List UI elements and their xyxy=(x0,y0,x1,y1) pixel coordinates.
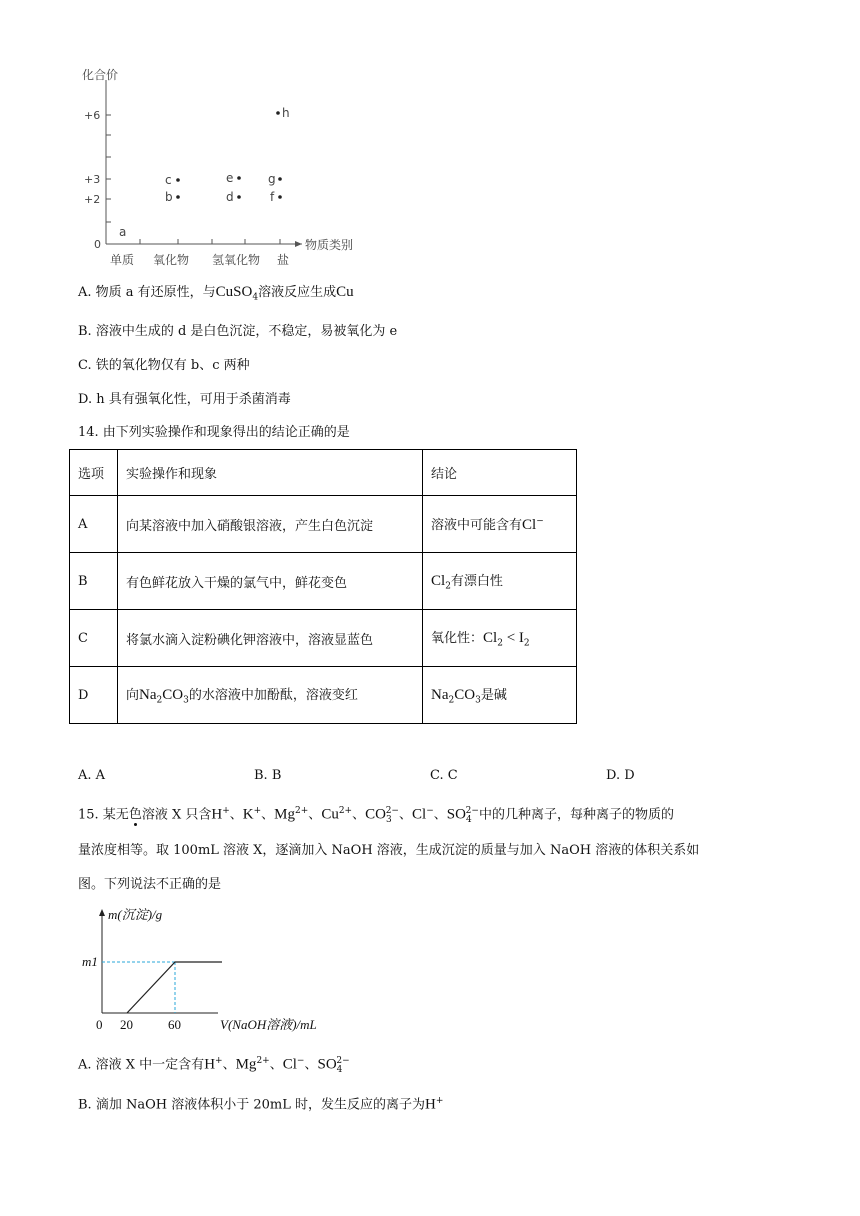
point-c xyxy=(176,178,180,182)
point-b xyxy=(176,195,180,199)
y-axis-arrow xyxy=(99,909,105,916)
q13-option-d[interactable]: D. h 具有强氧化性，可用于杀菌消毒 xyxy=(78,392,291,407)
table-row: C 将氯水滴入淀粉碘化钾溶液中，溶液显蓝色 氧化性：$Cl_2 < I_2$ xyxy=(70,610,577,667)
table-header: 结论 xyxy=(423,450,577,496)
x-axis-arrow xyxy=(295,241,302,247)
point-label-b: b xyxy=(165,190,173,204)
q14-stem: 14. 由下列实验操作和现象得出的结论正确的是 xyxy=(78,425,350,440)
y-tick-label: +6 xyxy=(84,109,101,122)
q15-stem-line3: 图。下列说法不正确的是 xyxy=(78,877,222,892)
y-tick-label: +2 xyxy=(84,193,101,206)
y-axis-label: m(沉淀)/g xyxy=(108,907,163,922)
q14-choice-b[interactable]: B. B xyxy=(254,768,282,783)
table-header-row xyxy=(70,450,577,496)
q15-stem-line2: 量浓度相等。取 100mL 溶液 X，逐滴加入 NaOH 溶液，生成沉淀的质量与加入 NaOH 溶液的体积关系如 xyxy=(78,843,700,858)
table-row: D 向$Na_2CO_3$的水溶液中加酚酞，溶液变红 $Na_2CO_3$是碱 xyxy=(70,667,577,724)
y-tick-label: 0 xyxy=(94,238,101,251)
q15-option-b[interactable]: B. 滴加 NaOH 溶液体积小于 20mL 时，发生反应的离子为H+ xyxy=(78,1096,444,1113)
x-category-label: 氢氧化物 xyxy=(212,253,261,267)
point-d xyxy=(237,195,241,199)
x-category-label: 氧化物 xyxy=(153,253,190,267)
point-e xyxy=(237,176,241,180)
point-label-d: d xyxy=(226,190,234,204)
x-category-label: 单质 xyxy=(110,253,135,267)
point-g xyxy=(278,177,282,181)
point-label-h: h xyxy=(282,106,290,120)
point-label-a: a xyxy=(119,225,127,239)
q15-stem-line1: 15. 某无色溶液 X 只含H+、K+、$Mg^{2+}$、$Cu^{2+}$、$CO_3^{2-}$、Cl−、$SO_4^{2-}$中的几种离子，每种离子的物质的 xyxy=(78,806,674,825)
valence-chart xyxy=(80,62,380,272)
table-row: A 向某溶液中加入硝酸银溶液，产生白色沉淀 溶液中可能含有Cl− xyxy=(70,496,577,553)
table-header: 选项 xyxy=(70,450,118,496)
x-tick-label: 0 xyxy=(96,1017,103,1032)
table-header: 实验操作和现象 xyxy=(118,450,423,496)
y-mark-label: m1 xyxy=(82,954,98,969)
q14-choice-a[interactable]: A. A xyxy=(78,768,106,783)
q13-option-a[interactable]: A. 物质 a 有还原性，与CuSO$_4$溶液反应生成Cu xyxy=(78,284,354,303)
point-f xyxy=(278,195,282,199)
q14-table xyxy=(69,449,577,724)
q13-option-b[interactable]: B. 溶液中生成的 d 是白色沉淀，不稳定，易被氧化为 e xyxy=(78,324,398,339)
point-label-g: g xyxy=(268,172,276,186)
point-label-f: f xyxy=(270,190,275,204)
point-label-e: e xyxy=(226,171,234,185)
x-axis-label: 物质类别 xyxy=(305,238,354,252)
point-h xyxy=(276,111,280,115)
q14-choice-c[interactable]: C. C xyxy=(430,768,458,783)
q15-option-a[interactable]: A. 溶液 X 中一定含有H+、$Mg^{2+}$、Cl−、$SO_4^{2-}$ xyxy=(78,1056,350,1075)
q14-choice-d[interactable]: D. D xyxy=(606,768,635,783)
y-axis-label: 化合价 xyxy=(82,68,119,82)
point-label-c: c xyxy=(165,173,172,187)
x-tick-label: 20 xyxy=(120,1017,133,1032)
q13-option-c[interactable]: C. 铁的氧化物仅有 b、c 两种 xyxy=(78,358,250,373)
x-axis-label: V(NaOH溶液)/mL xyxy=(220,1017,317,1032)
precipitate-chart xyxy=(78,905,378,1035)
y-tick-label: +3 xyxy=(84,173,101,186)
x-tick-label: 60 xyxy=(168,1017,181,1032)
table-row: B 有色鲜花放入干燥的氯气中，鲜花变色 $Cl_2$有漂白性 xyxy=(70,553,577,610)
x-category-label: 盐 xyxy=(277,253,290,267)
